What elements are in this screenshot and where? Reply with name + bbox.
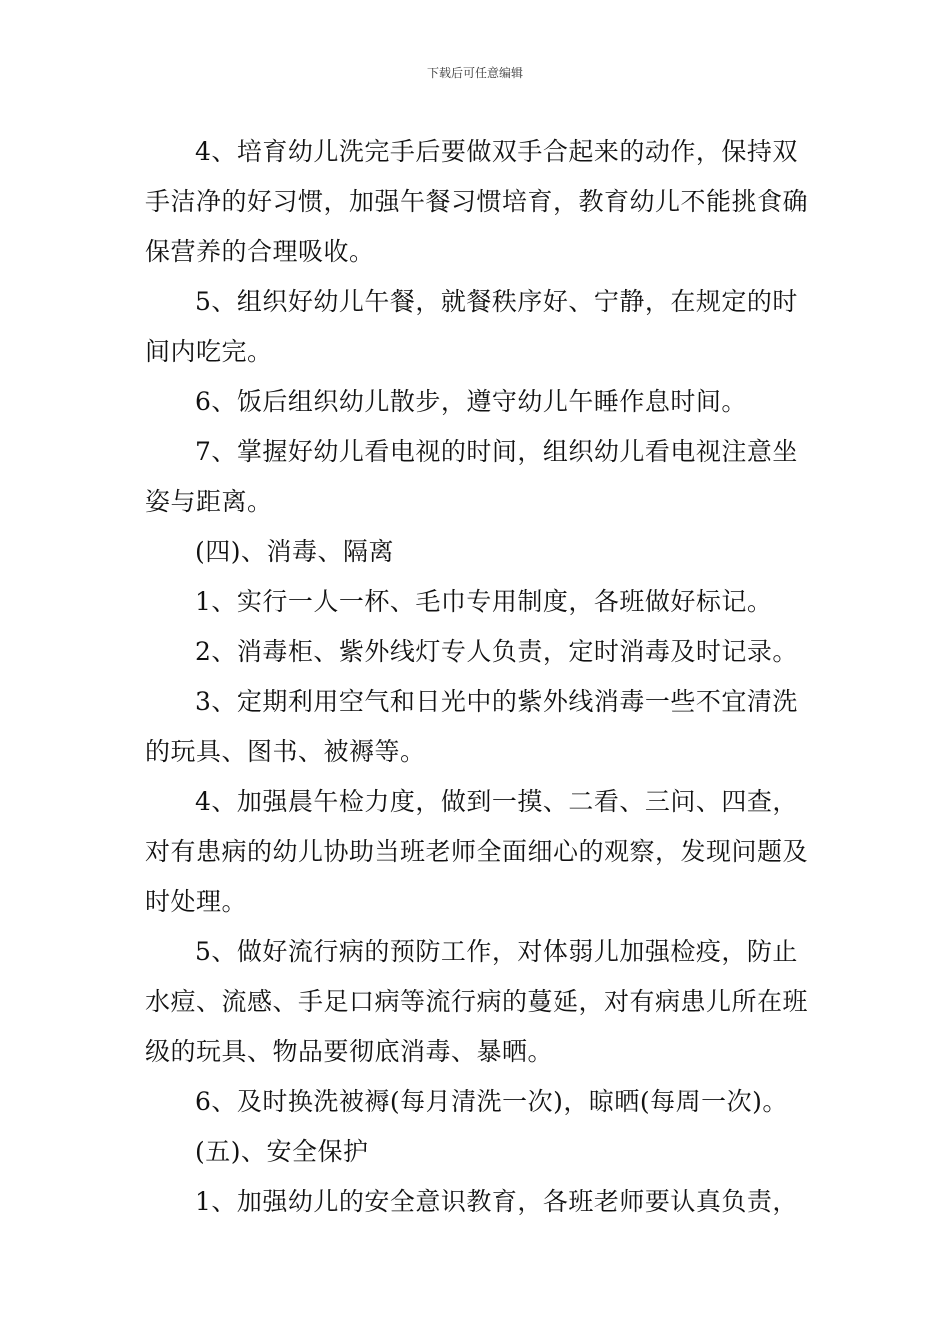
paragraph-tv-time: 7、掌握好幼儿看电视的时间，组织幼儿看电视注意坐姿与距离。 (145, 437, 798, 516)
paragraph-health-check: 4、加强晨午检力度，做到一摸、二看、三问、四查，对有患病的幼儿协助当班老师全面细心的观察，发现问题及时处理。 (145, 787, 809, 916)
paragraph-walk-nap: 6、饭后组织幼儿散步，遵守幼儿午睡作息时间。 (195, 387, 747, 416)
paragraph-safety-education: 1、加强幼儿的安全意识教育，各班老师要认真负责， (195, 1187, 798, 1216)
paragraph-lunch-order: 5、组织好幼儿午餐，就餐秩序好、宁静，在规定的时间内吃完。 (145, 287, 798, 366)
paragraph-sunlight-disinfection: 3、定期利用空气和日光中的紫外线消毒一些不宜清洗的玩具、图书、被褥等。 (145, 687, 798, 766)
section-heading-disinfection: (四)、消毒、隔离 (195, 537, 395, 566)
paragraph-cup-towel: 1、实行一人一杯、毛巾专用制度，各班做好标记。 (195, 587, 773, 616)
paragraph-bedding: 6、及时换洗被褥(每月清洗一次)，晾晒(每周一次)。 (195, 1087, 788, 1116)
section-heading-safety: (五)、安全保护 (195, 1137, 369, 1166)
paragraph-lunch-habits: 4、培育幼儿洗完手后要做双手合起来的动作，保持双手洁净的好习惯，加强午餐习惯培育，教育幼儿不能挑食确保营养的合理吸收。 (145, 137, 809, 266)
document-body (145, 127, 815, 1227)
page-header: 下载后可任意编辑 (426, 66, 523, 80)
paragraph-uv-lamp: 2、消毒柜、紫外线灯专人负责，定时消毒及时记录。 (195, 637, 798, 666)
paragraph-epidemic-prevention: 5、做好流行病的预防工作，对体弱儿加强检疫，防止水痘、流感、手足口病等流行病的蔓延，对有病患儿所在班级的玩具、物品要彻底消毒、暴晒。 (145, 937, 809, 1066)
